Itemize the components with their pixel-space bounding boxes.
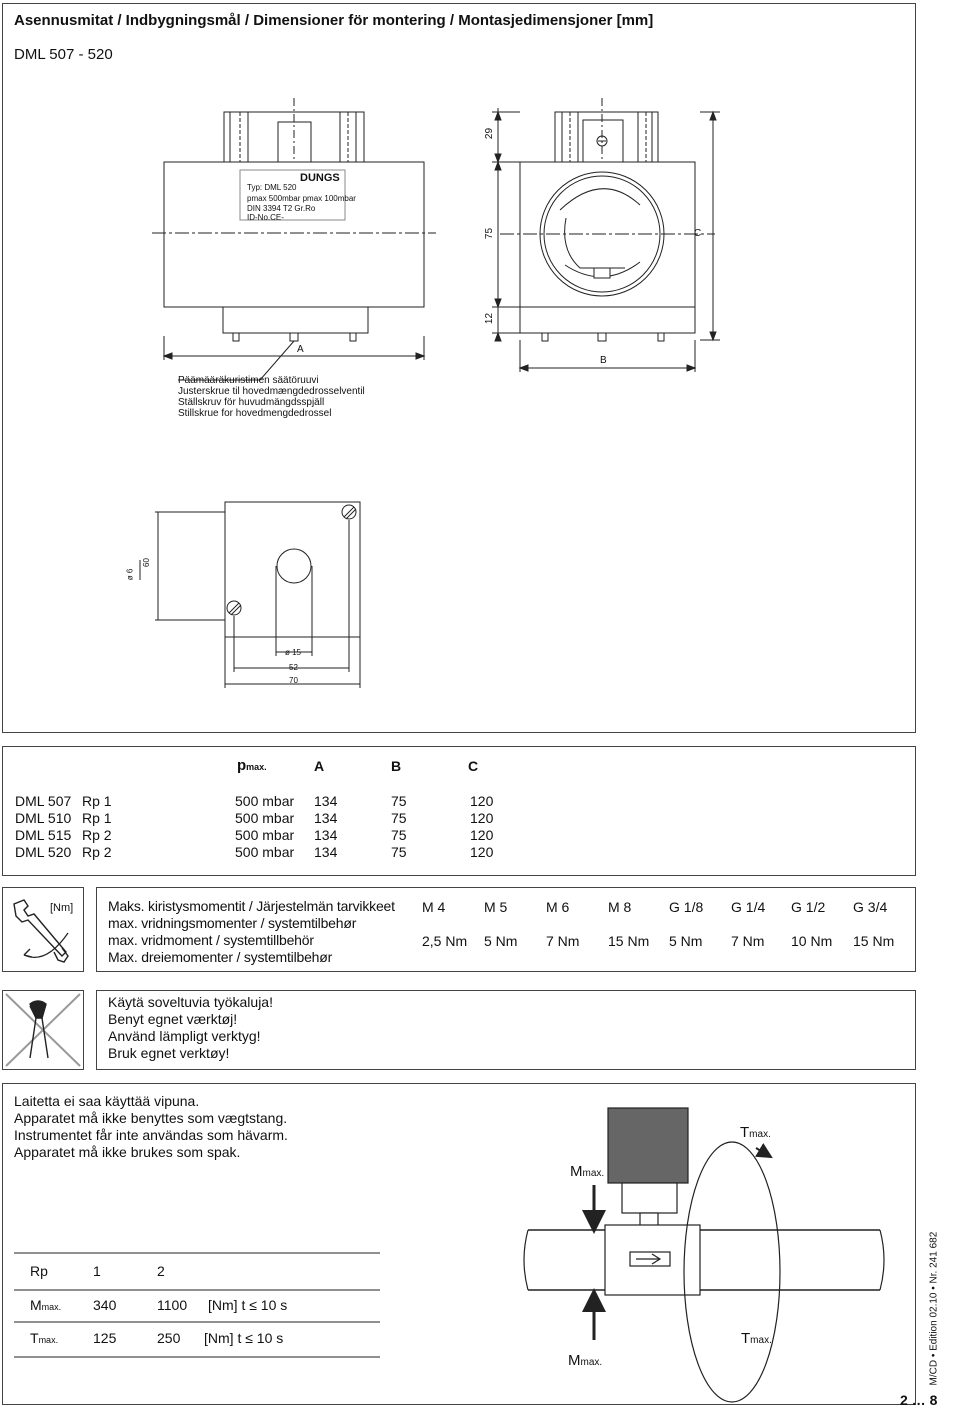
lever-m-2: 1100 <box>157 1297 188 1313</box>
dimension-label-75: 75 <box>484 227 496 240</box>
row-connection: Rp 1 <box>82 793 112 809</box>
dimension-label-12: 12 <box>484 312 496 325</box>
lever-t-max-top-letter: T <box>740 1124 750 1141</box>
row-pressure: 500 mbar <box>235 844 295 860</box>
row-connection: Rp 1 <box>82 810 112 826</box>
row-model: DML 507 <box>15 793 72 809</box>
lever-m-max-bottom-letter: M <box>568 1352 581 1369</box>
flange-dia15-label: ø 15 <box>285 648 302 657</box>
row-b: 75 <box>391 844 407 860</box>
dimension-label-b: B <box>600 355 607 366</box>
row-c: 120 <box>470 793 494 809</box>
row-model: DML 515 <box>15 827 72 843</box>
torque-value: 7 Nm <box>546 933 580 949</box>
row-a: 134 <box>314 793 338 809</box>
flange-52-label: 52 <box>289 663 298 672</box>
adjust-screw-label-no: Stillskrue for hovedmengdedrossel <box>178 408 332 419</box>
lever-m-1: 340 <box>93 1297 117 1313</box>
nameplate-line2: pmax 500mbar pmax 100mbar <box>247 194 356 203</box>
row-b: 75 <box>391 810 407 826</box>
table-header-p-sub: max. <box>246 762 267 772</box>
adjust-screw-label-fi: Päämääräkuristimen säätöruuvi <box>178 375 319 386</box>
lever-t-unit: [Nm] t ≤ 10 s <box>204 1330 284 1346</box>
torque-size: M 4 <box>422 899 446 915</box>
lever-text-no: Apparatet må ikke brukes som spak. <box>14 1144 241 1160</box>
table-header-p-text: p <box>237 757 247 774</box>
lever-rp-1: 1 <box>93 1263 101 1279</box>
torque-text-fi: Maks. kiristysmomentit / Järjestelmän tarvikkeet <box>108 898 395 914</box>
torque-value: 5 Nm <box>484 933 518 949</box>
dimension-label-a: A <box>297 344 304 355</box>
lever-m-sub: max. <box>41 1302 62 1312</box>
row-c: 120 <box>470 827 494 843</box>
lever-t-max-top <box>740 1124 771 1141</box>
model-range: DML 507 - 520 <box>14 46 113 63</box>
tools-text-sv: Använd lämpligt verktyg! <box>108 1028 261 1044</box>
torque-size: M 8 <box>608 899 632 915</box>
torque-size: M 6 <box>546 899 570 915</box>
tools-text-fi: Käytä soveltuvia työkaluja! <box>108 994 273 1010</box>
row-b: 75 <box>391 827 407 843</box>
torque-text-sv: max. vridmoment / systemtillbehör <box>108 932 314 948</box>
row-connection: Rp 2 <box>82 827 112 843</box>
lever-t-letter: T <box>30 1330 39 1346</box>
row-model: DML 510 <box>15 810 72 826</box>
adjust-screw-label-sv: Ställskruv för huvudmängdsspjäll <box>178 397 325 408</box>
adjust-screw-label-da: Justerskrue til hovedmængdedrosselventil <box>178 386 365 397</box>
torque-value: 15 Nm <box>853 933 895 949</box>
lever-m-max-bottom <box>568 1352 602 1369</box>
nameplate-line3: DIN 3394 T2 Gr.Ro <box>247 204 316 213</box>
torque-size: G 3/4 <box>853 899 888 915</box>
lever-m-max-top-sub: max. <box>582 1168 605 1179</box>
row-model: DML 520 <box>15 844 72 860</box>
lever-m-letter: M <box>30 1297 42 1313</box>
tools-text-da: Benyt egnet værktøj! <box>108 1011 238 1027</box>
page-title: Asennusmitat / Indbygningsmål / Dimensioner för montering / Montasjedimensjoner [mm] <box>14 12 654 29</box>
lever-text-da: Apparatet må ikke benyttes som vægtstang. <box>14 1110 288 1126</box>
tools-text-no: Bruk egnet verktøy! <box>108 1045 230 1061</box>
flange-dia6-label: ø 6 <box>125 568 135 581</box>
torque-text-da: max. vridningsmomenter / systemtilbehør <box>108 915 357 931</box>
table-header-b: B <box>391 758 402 774</box>
page-number: 2 … 8 <box>900 1392 938 1408</box>
row-a: 134 <box>314 827 338 843</box>
row-c: 120 <box>470 810 494 826</box>
row-c: 120 <box>470 844 494 860</box>
lever-t-max-bottom-letter: T <box>741 1330 751 1347</box>
lever-t-max-bottom <box>741 1330 772 1347</box>
row-pressure: 500 mbar <box>235 793 295 809</box>
lever-t-sub: max. <box>38 1335 59 1345</box>
lever-rp-2: 2 <box>157 1263 165 1279</box>
torque-value: 15 Nm <box>608 933 650 949</box>
table-header-a: A <box>314 758 325 774</box>
row-pressure: 500 mbar <box>235 827 295 843</box>
row-a: 134 <box>314 844 338 860</box>
torque-size: G 1/8 <box>669 899 704 915</box>
nameplate-line4: ID-No.CE- <box>247 213 284 222</box>
torque-size: G 1/4 <box>731 899 766 915</box>
torque-value: 10 Nm <box>791 933 833 949</box>
edition-label: M/CD • Edition 02.10 • Nr. 241 682 <box>928 1231 940 1386</box>
lever-t-1: 125 <box>93 1330 117 1346</box>
lever-t-max-top-sub: max. <box>749 1129 771 1140</box>
torque-size: G 1/2 <box>791 899 826 915</box>
torque-value: 5 Nm <box>669 933 703 949</box>
lever-text-fi: Laitetta ei saa käyttää vipuna. <box>14 1093 200 1109</box>
dimension-label-c: C <box>694 228 702 239</box>
torque-value: 2,5 Nm <box>422 933 468 949</box>
table-header-c: C <box>468 758 479 774</box>
dimension-label-29: 29 <box>484 127 496 140</box>
flange-60-label: 60 <box>141 558 151 567</box>
lever-m-unit: [Nm] t ≤ 10 s <box>208 1297 288 1313</box>
lever-text-sv: Instrumentet får inte användas som hävarm. <box>14 1127 288 1143</box>
lever-m-max-bottom-sub: max. <box>580 1357 603 1368</box>
row-pressure: 500 mbar <box>235 810 295 826</box>
flange-70-label: 70 <box>289 676 298 685</box>
torque-unit-label: [Nm] <box>50 902 74 914</box>
row-b: 75 <box>391 793 407 809</box>
torque-size: M 5 <box>484 899 508 915</box>
lever-m-max-top-letter: M <box>570 1163 583 1180</box>
row-a: 134 <box>314 810 338 826</box>
lever-t-max-bottom-sub: max. <box>750 1335 772 1346</box>
row-connection: Rp 2 <box>82 844 112 860</box>
torque-text-no: Max. dreiemomenter / systemtilbehør <box>108 949 333 965</box>
nameplate-line1: Typ: DML 520 <box>247 183 297 192</box>
lever-m-max-top <box>570 1163 604 1180</box>
torque-value: 7 Nm <box>731 933 765 949</box>
nameplate-brand: DUNGS <box>300 172 340 184</box>
lever-rp-label: Rp <box>30 1263 48 1279</box>
lever-t-2: 250 <box>157 1330 181 1346</box>
